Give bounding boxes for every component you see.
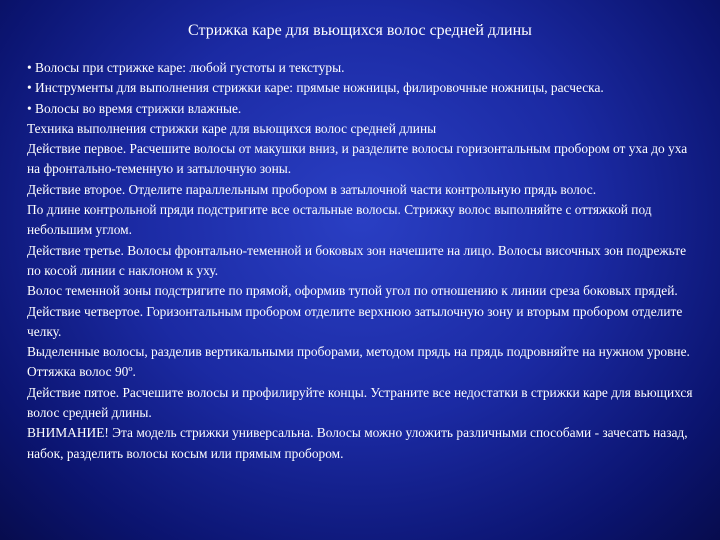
body-paragraph-bullet-tools: • Инструменты для выполнения стрижки каре: прямые ножницы, филировочные ножницы, расческа. xyxy=(27,80,604,96)
body-paragraph-technique-heading: Техника выполнения стрижки каре для вьющихся волос средней длины xyxy=(27,120,437,136)
body-paragraph-step-two: Действие второе. Отделите параллельным пробором в затылочной части контрольную прядь волос. xyxy=(27,181,597,197)
body-paragraph-step-four: Действие четвертое. Горизонтальным пробором отделите верхнюю затылочную зону и вторым пробором отделите челку. xyxy=(27,303,683,339)
slide-title: Стрижка каре для вьющихся волос средней длины xyxy=(188,22,532,39)
body-paragraph-bullet-wet-hair: • Волосы во время стрижки влажные. xyxy=(27,100,242,116)
body-paragraph-strand-by-strand: Выделенные волосы, разделив вертикальными проборами, методом прядь на прядь подровняйте на нужном уровне. Оттяжка волос 90º. xyxy=(27,344,690,380)
body-paragraph-bullet-hair-type: • Волосы при стрижке каре: любой густоты и текстуры. xyxy=(27,60,345,75)
body-paragraph-step-one: Действие первое. Расчешите волосы от макушки вниз, и разделите волосы горизонтальным пробором от уха до уха на фронтально-теменную и затылочную зоны. xyxy=(27,141,688,177)
slide-body xyxy=(27,58,703,464)
body-paragraph-parietal-zone: Волос теменной зоны подстригите по прямой, оформив тупой угол по отношению к линии среза боковых прядей. xyxy=(27,283,678,299)
body-paragraph-step-five: Действие пятое. Расчешите волосы и профилируйте концы. Устраните все недостатки в стрижки каре для вьющихся волос средней длины. xyxy=(27,384,693,421)
body-paragraph-step-three: Действие третье. Волосы фронтально-теменной и боковых зон начешите на лицо. Волосы височных зон подрежьте по косой линии с наклоном к уху. xyxy=(27,242,687,278)
body-paragraph-attention: ВНИМАНИЕ! Эта модель стрижки универсальна. Волосы можно уложить различными способами - зачесать назад, набок, разделить волосы косым или прямым пробором. xyxy=(27,425,688,461)
body-paragraph-control-strand: По длине контрольной пряди подстригите все остальные волосы. Стрижку волос выполняйте с оттяжкой под небольшим углом. xyxy=(27,202,652,238)
